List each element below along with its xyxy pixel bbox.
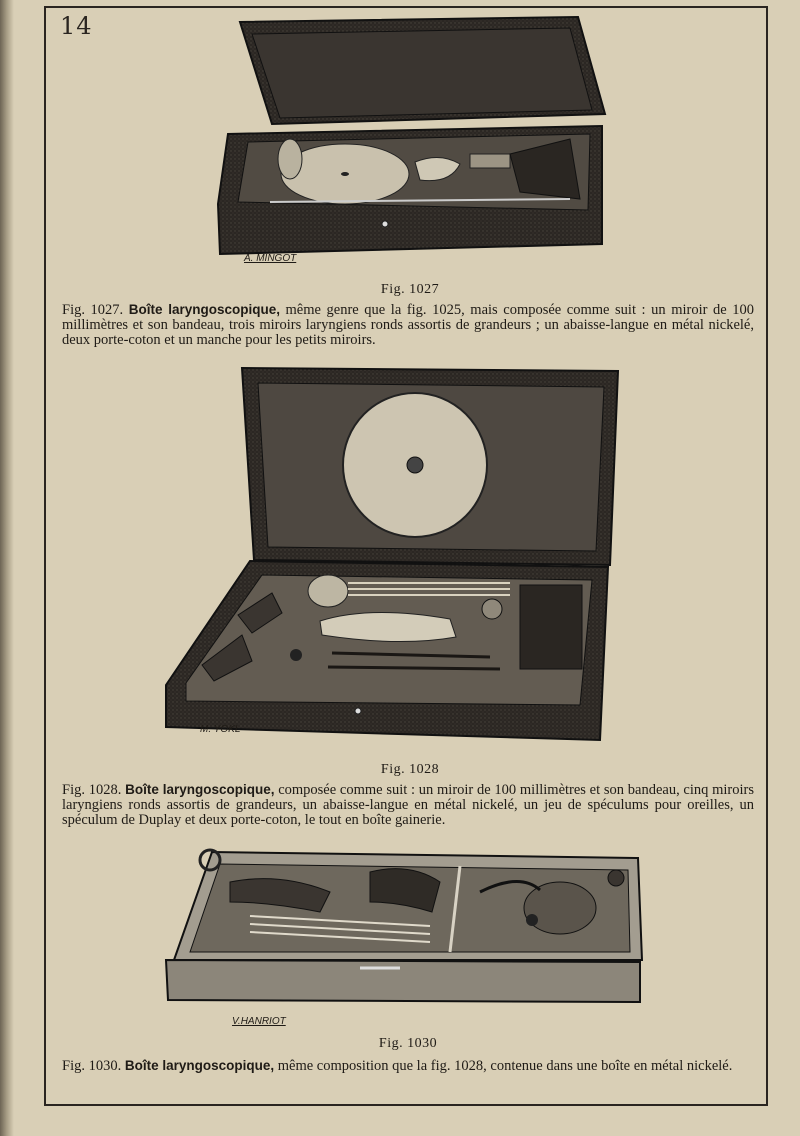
fig-1028-signature: M. YOKL	[200, 724, 241, 735]
fig-1030-caption-text: même composition que la fig. 1028, contenue dans une boîte en métal nickelé.	[274, 1058, 733, 1074]
page-number: 14	[60, 12, 93, 40]
fig-1028-label: Fig. 1028	[380, 762, 440, 777]
fig-1030-illustration	[160, 842, 680, 1022]
fig-1027-label: Fig. 1027	[380, 282, 440, 297]
fig-1030-caption-title: Boîte laryngoscopique,	[124, 1058, 275, 1073]
fig-1028-illustration	[160, 365, 622, 745]
fig-1027-illustration	[210, 14, 620, 276]
fig-1030-caption-number: Fig. 1030.	[62, 1058, 122, 1074]
fig-1028-caption-number: Fig. 1028.	[62, 782, 122, 798]
fig-1027-signature: A. MINGOT	[244, 253, 297, 264]
fig-1030-caption	[62, 1058, 754, 1074]
fig-1027-caption-number: Fig. 1027.	[62, 302, 124, 318]
fig-1030-label: Fig. 1030	[378, 1036, 438, 1051]
fig-1028-caption-text: composée comme suit : un miroir de 100 millimètres et son bandeau, cinq miroirs laryngiens ronds assortis de grandeurs, un abaisse-langue en métal nickelé, un jeu de spéculums pour oreilles, un spéculum de Duplay et deux porte-coton, le tout en boîte gainerie.	[62, 782, 755, 828]
fig-1027-caption	[62, 302, 754, 348]
page-binding-edge	[0, 0, 14, 1136]
fig-1027-caption-text: même genre que la fig. 1025, mais composée comme suit : un miroir de 100 millimètres et son bandeau, trois miroirs laryngiens ronds assortis de grandeurs ; un abaisse-langue en métal nickelé, deux porte-coton et un manche pour les petits miroirs.	[62, 302, 755, 348]
fig-1028-caption-title: Boîte laryngoscopique,	[125, 782, 275, 797]
fig-1028-caption	[62, 782, 754, 828]
fig-1027-caption-title: Boîte laryngoscopique,	[128, 302, 280, 317]
fig-1030-signature: V.HANRIOT	[232, 1016, 286, 1027]
